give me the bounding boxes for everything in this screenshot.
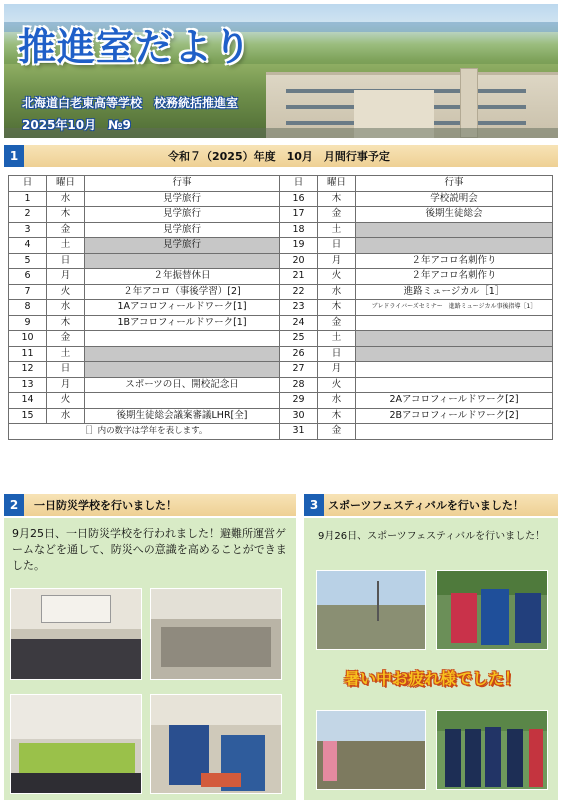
table-row <box>9 253 553 269</box>
weekday-cell: 火 <box>318 377 356 393</box>
day-cell: 27 <box>280 362 318 378</box>
weekday-cell: 土 <box>47 346 85 362</box>
section-2-number: 2 <box>4 494 24 516</box>
header-event: 行事 <box>356 176 553 192</box>
event-cell: 2Aアコロフィールドワーク[2] <box>356 393 553 409</box>
section-1-heading <box>4 145 558 167</box>
weekday-cell: 金 <box>318 315 356 331</box>
table-row <box>9 393 553 409</box>
weekday-cell: 金 <box>47 222 85 238</box>
weekday-cell: 水 <box>47 408 85 424</box>
weekday-cell: 月 <box>47 377 85 393</box>
day-cell: 3 <box>9 222 47 238</box>
table-row <box>9 346 553 362</box>
table-row <box>9 238 553 254</box>
section-3-panel <box>304 518 558 800</box>
weekday-cell: 日 <box>318 238 356 254</box>
weekday-cell: 火 <box>47 284 85 300</box>
day-cell: 19 <box>280 238 318 254</box>
weekday-cell: 土 <box>318 331 356 347</box>
disaster-drill-photo-3 <box>10 694 142 794</box>
table-row <box>9 408 553 424</box>
section-3-title: スポーツフェスティバルを行いました！ <box>328 499 524 512</box>
event-cell <box>85 393 280 409</box>
day-cell: 17 <box>280 207 318 223</box>
event-cell: スポーツの日、開校記念日 <box>85 377 280 393</box>
table-row <box>9 377 553 393</box>
sports-festival-photo-3 <box>316 710 426 790</box>
day-cell: 6 <box>9 269 47 285</box>
weekday-cell: 木 <box>47 315 85 331</box>
weekday-cell: 水 <box>47 300 85 316</box>
weekday-cell: 日 <box>318 346 356 362</box>
table-row <box>9 362 553 378</box>
event-cell <box>85 362 280 378</box>
event-cell: 見学旅行 <box>85 222 280 238</box>
day-cell: 30 <box>280 408 318 424</box>
event-cell: 進路ミュージカル［1］ <box>356 284 553 300</box>
weekday-cell: 土 <box>47 238 85 254</box>
day-cell: 31 <box>280 424 318 440</box>
weekday-cell: 木 <box>318 300 356 316</box>
weekday-cell: 土 <box>318 222 356 238</box>
section-2-panel <box>4 518 296 800</box>
weekday-cell: 水 <box>47 191 85 207</box>
sports-festival-slogan: 暑い中お疲れ様でした！ <box>343 669 520 688</box>
event-cell <box>356 362 553 378</box>
disaster-drill-photo-1 <box>10 588 142 680</box>
weekday-cell: 火 <box>318 269 356 285</box>
day-cell: 24 <box>280 315 318 331</box>
day-cell: 16 <box>280 191 318 207</box>
table-row <box>9 300 553 316</box>
event-cell: ２年アコロ名刺作り <box>356 269 553 285</box>
table-header-row <box>9 176 553 192</box>
section-3-heading <box>304 494 558 516</box>
event-cell <box>356 377 553 393</box>
weekday-cell: 木 <box>318 191 356 207</box>
event-cell: 見学旅行 <box>85 191 280 207</box>
event-cell: ２年アコロ（事後学習）[2] <box>85 284 280 300</box>
monthly-schedule-table <box>8 175 553 440</box>
event-cell: 見学旅行 <box>85 207 280 223</box>
table-row <box>9 424 553 440</box>
event-cell <box>356 424 553 440</box>
event-cell: 1Aアコロフィールドワーク[1] <box>85 300 280 316</box>
event-cell <box>85 253 280 269</box>
day-cell: 4 <box>9 238 47 254</box>
table-row <box>9 284 553 300</box>
table-row <box>9 191 553 207</box>
event-cell: 2Bアコロフィールドワーク[2] <box>356 408 553 424</box>
sports-festival-photo-1 <box>316 570 426 650</box>
weekday-cell: 月 <box>47 269 85 285</box>
event-cell: 1Bアコロフィールドワーク[1] <box>85 315 280 331</box>
header-banner <box>4 4 558 138</box>
issue-date: 2025年10月 №9 <box>22 118 131 132</box>
event-cell <box>356 315 553 331</box>
school-name: 北海道白老東高等学校 校務統括推進室 <box>22 96 239 110</box>
event-cell <box>356 346 553 362</box>
day-cell: 21 <box>280 269 318 285</box>
day-cell: 20 <box>280 253 318 269</box>
weekday-cell: 月 <box>318 362 356 378</box>
day-cell: 7 <box>9 284 47 300</box>
day-cell: 12 <box>9 362 47 378</box>
section-1-number: 1 <box>4 145 24 167</box>
disaster-drill-photo-2 <box>150 588 282 680</box>
day-cell: 15 <box>9 408 47 424</box>
day-cell: 14 <box>9 393 47 409</box>
day-cell: 11 <box>9 346 47 362</box>
day-cell: 28 <box>280 377 318 393</box>
event-cell: ブレドライバーズセミナー 進路ミュージカル事後指導［1］ <box>356 300 553 316</box>
event-cell <box>85 331 280 347</box>
weekday-cell: 金 <box>318 207 356 223</box>
weekday-cell: 金 <box>47 331 85 347</box>
day-cell: 22 <box>280 284 318 300</box>
section-2-text: 9月25日、一日防災学校を行われました！避難所運営ゲームなどを通して、防災への意識を高めることができました。 <box>12 527 287 572</box>
day-cell: 5 <box>9 253 47 269</box>
event-cell: ２年アコロ名刺作り <box>356 253 553 269</box>
event-cell: 見学旅行 <box>85 238 280 254</box>
day-cell: 1 <box>9 191 47 207</box>
table-row <box>9 331 553 347</box>
section-2-heading <box>4 494 296 516</box>
header-event: 行事 <box>85 176 280 192</box>
day-cell: 13 <box>9 377 47 393</box>
day-cell: 10 <box>9 331 47 347</box>
weekday-cell: 日 <box>47 362 85 378</box>
sports-festival-photo-4 <box>436 710 548 790</box>
table-row <box>9 207 553 223</box>
section-3-text: 9月26日、スポーツフェスティバルを行いました！ <box>318 531 546 542</box>
event-cell <box>356 238 553 254</box>
weekday-cell: 日 <box>47 253 85 269</box>
header-day: 日 <box>280 176 318 192</box>
section-3-number: 3 <box>304 494 324 516</box>
section-1-title: 令和７（2025）年度 10月 月間行事予定 <box>168 150 390 163</box>
table-row <box>9 269 553 285</box>
event-cell <box>356 331 553 347</box>
schedule-note: ［］内の数字は学年を表します。 <box>9 424 280 440</box>
header-weekday: 曜日 <box>318 176 356 192</box>
event-cell: ２年振替休日 <box>85 269 280 285</box>
sports-festival-photo-2 <box>436 570 548 650</box>
day-cell: 29 <box>280 393 318 409</box>
weekday-cell: 火 <box>47 393 85 409</box>
event-cell: 学校説明会 <box>356 191 553 207</box>
header-weekday: 曜日 <box>47 176 85 192</box>
day-cell: 2 <box>9 207 47 223</box>
table-row <box>9 315 553 331</box>
weekday-cell: 木 <box>47 207 85 223</box>
weekday-cell: 月 <box>318 253 356 269</box>
header-day: 日 <box>9 176 47 192</box>
weekday-cell: 金 <box>318 424 356 440</box>
weekday-cell: 水 <box>318 284 356 300</box>
event-cell <box>356 222 553 238</box>
day-cell: 9 <box>9 315 47 331</box>
section-2-title: 一日防災学校を行いました！ <box>34 499 177 512</box>
day-cell: 23 <box>280 300 318 316</box>
event-cell: 後期生徒総会 <box>356 207 553 223</box>
weekday-cell: 水 <box>318 393 356 409</box>
event-cell <box>85 346 280 362</box>
weekday-cell: 木 <box>318 408 356 424</box>
table-row <box>9 222 553 238</box>
day-cell: 26 <box>280 346 318 362</box>
disaster-drill-photo-4 <box>150 694 282 794</box>
newsletter-title: 推進室だより <box>18 25 253 69</box>
day-cell: 8 <box>9 300 47 316</box>
event-cell: 後期生徒総会議案審議LHR[全] <box>85 408 280 424</box>
day-cell: 18 <box>280 222 318 238</box>
day-cell: 25 <box>280 331 318 347</box>
